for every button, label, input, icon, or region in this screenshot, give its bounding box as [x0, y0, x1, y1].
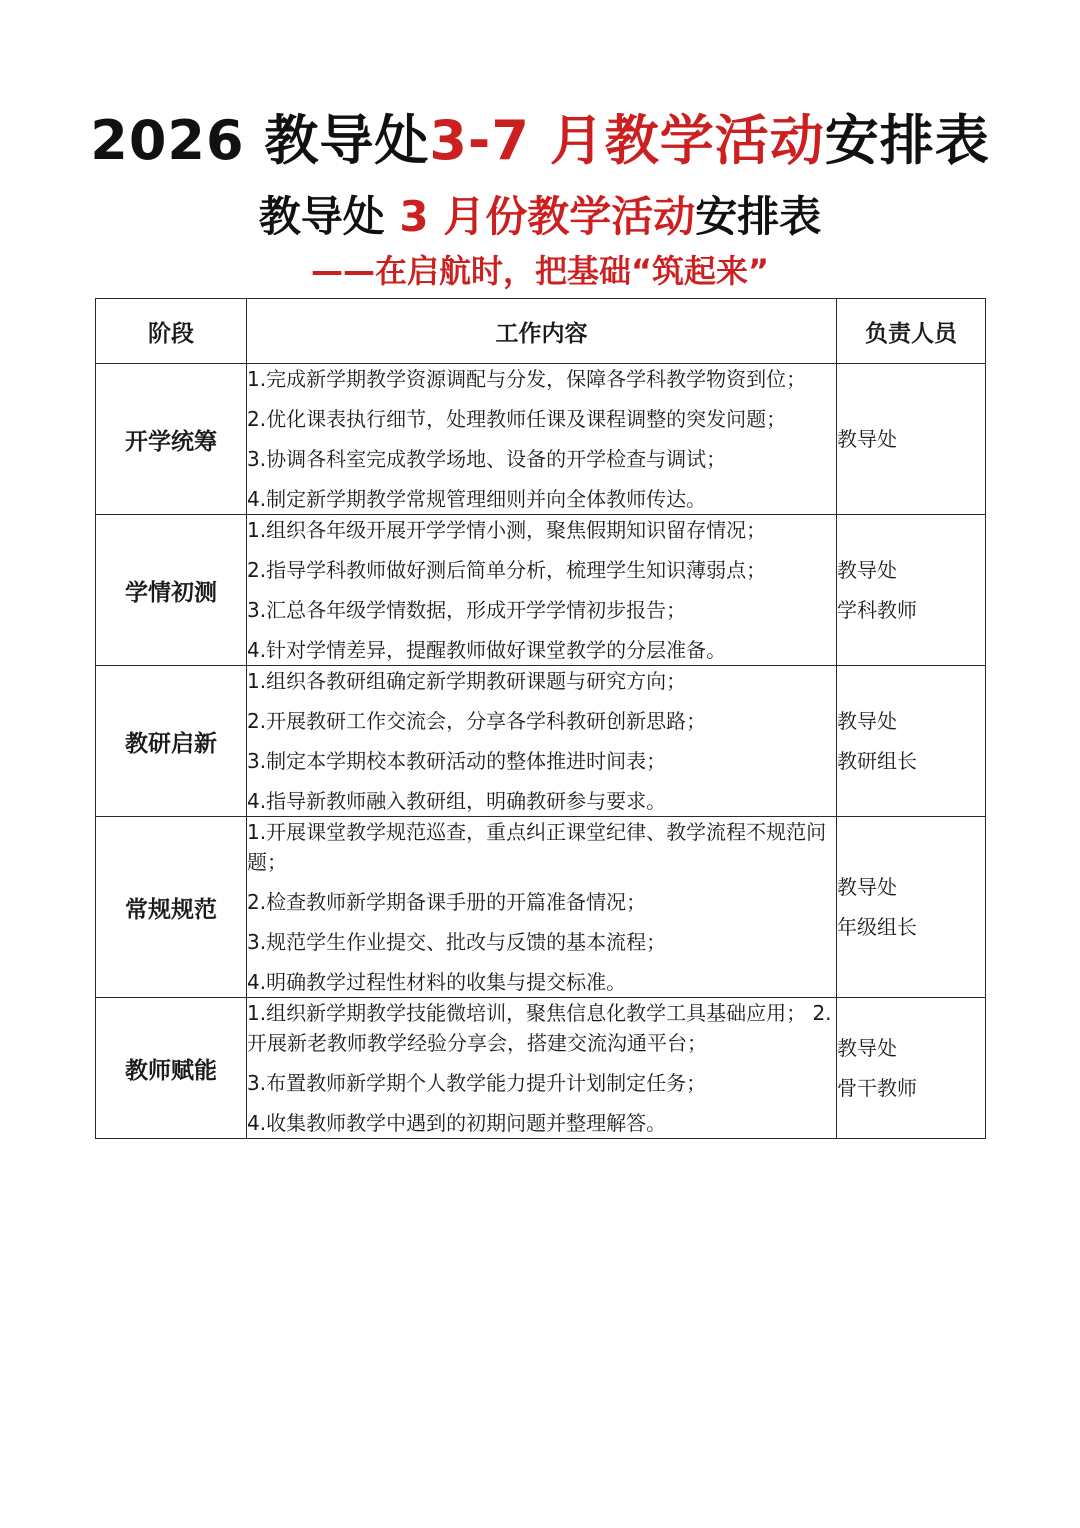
- owner-name: 年级组长: [837, 915, 917, 939]
- stage-cell: 学情初测: [96, 515, 247, 666]
- main-title-year: 2026: [90, 109, 245, 172]
- stage-cell: 教师赋能: [96, 998, 247, 1139]
- content-cell: [247, 666, 837, 817]
- content-item: 3.布置教师新学期个人教学能力提升计划制定任务；: [247, 1071, 707, 1095]
- content-item: 1.完成新学期教学资源调配与分发，保障各学科教学物资到位；: [247, 367, 807, 391]
- owner-name: 教导处: [837, 875, 897, 899]
- owner-name: 教导处: [837, 709, 897, 733]
- sub-title: [0, 190, 1080, 244]
- owner-name: 学科教师: [837, 598, 917, 622]
- main-title: [0, 108, 1080, 174]
- content-item: 2.优化课表执行细节，处理教师任课及课程调整的突发问题；: [247, 407, 787, 431]
- table-row: [96, 364, 986, 515]
- table-header-row: [96, 299, 986, 364]
- header-content: 工作内容: [247, 299, 837, 364]
- content-cell: [247, 364, 837, 515]
- table-row: [96, 817, 986, 998]
- content-item: 1.组织各年级开展开学学情小测，聚焦假期知识留存情况；: [247, 518, 767, 542]
- sub-title-dept: 教导处: [258, 192, 385, 241]
- owner-name: 骨干教师: [837, 1076, 917, 1100]
- sub-title-month: 3: [399, 192, 429, 241]
- owner-cell: [837, 515, 986, 666]
- schedule-table: [95, 298, 986, 1139]
- stage-cell: 常规规范: [96, 817, 247, 998]
- owner-name: 教研组长: [837, 749, 917, 773]
- owner-name: 教导处: [837, 427, 897, 451]
- content-item: 1.组织新学期教学技能微培训，聚焦信息化教学工具基础应用； 2.开展新老教师教学经验分享会，搭建交流沟通平台；: [247, 1001, 832, 1055]
- owner-cell: [837, 666, 986, 817]
- main-title-tail: 安排表: [824, 109, 990, 172]
- tagline: ——在启航时，把基础“筑起来”: [310, 252, 770, 290]
- content-cell: [247, 817, 837, 998]
- content-item: 1.开展课堂教学规范巡查，重点纠正课堂纪律、教学流程不规范问题；: [247, 820, 827, 874]
- main-title-dept: 教导处: [264, 109, 430, 172]
- content-item: 3.汇总各年级学情数据，形成开学学情初步报告；: [247, 598, 687, 622]
- content-item: 4.制定新学期教学常规管理细则并向全体教师传达。: [247, 487, 707, 511]
- stage-cell: 教研启新: [96, 666, 247, 817]
- owner-name: 教导处: [837, 1036, 897, 1060]
- stage-cell: 开学统筹: [96, 364, 247, 515]
- main-title-months: 3-7: [429, 109, 530, 172]
- table-row: [96, 515, 986, 666]
- content-item: 4.收集教师教学中遇到的初期问题并整理解答。: [247, 1111, 667, 1135]
- content-item: 4.针对学情差异，提醒教师做好课堂教学的分层准备。: [247, 638, 727, 662]
- owner-cell: [837, 817, 986, 998]
- content-item: 2.指导学科教师做好测后简单分析，梳理学生知识薄弱点；: [247, 558, 767, 582]
- main-title-highlight: 月教学活动: [549, 109, 825, 172]
- table-row: [96, 666, 986, 817]
- owner-cell: [837, 364, 986, 515]
- owner-name: 教导处: [837, 558, 897, 582]
- owner-cell: [837, 998, 986, 1139]
- sub-title-highlight: 月份教学活动: [443, 192, 696, 241]
- content-item: 1.组织各教研组确定新学期教研课题与研究方向；: [247, 669, 687, 693]
- content-cell: [247, 998, 837, 1139]
- header-stage: 阶段: [96, 299, 247, 364]
- content-item: 4.指导新教师融入教研组，明确教研参与要求。: [247, 789, 667, 813]
- sub-title-tail: 安排表: [695, 192, 822, 241]
- content-cell: [247, 515, 837, 666]
- content-item: 3.规范学生作业提交、批改与反馈的基本流程；: [247, 930, 667, 954]
- table-row: [96, 998, 986, 1139]
- content-item: 2.检查教师新学期备课手册的开篇准备情况；: [247, 890, 647, 914]
- content-item: 4.明确教学过程性材料的收集与提交标准。: [247, 970, 627, 994]
- header-owner: 负责人员: [837, 299, 986, 364]
- content-item: 3.制定本学期校本教研活动的整体推进时间表；: [247, 749, 667, 773]
- content-item: 2.开展教研工作交流会，分享各学科教研创新思路；: [247, 709, 707, 733]
- content-item: 3.协调各科室完成教学场地、设备的开学检查与调试；: [247, 447, 727, 471]
